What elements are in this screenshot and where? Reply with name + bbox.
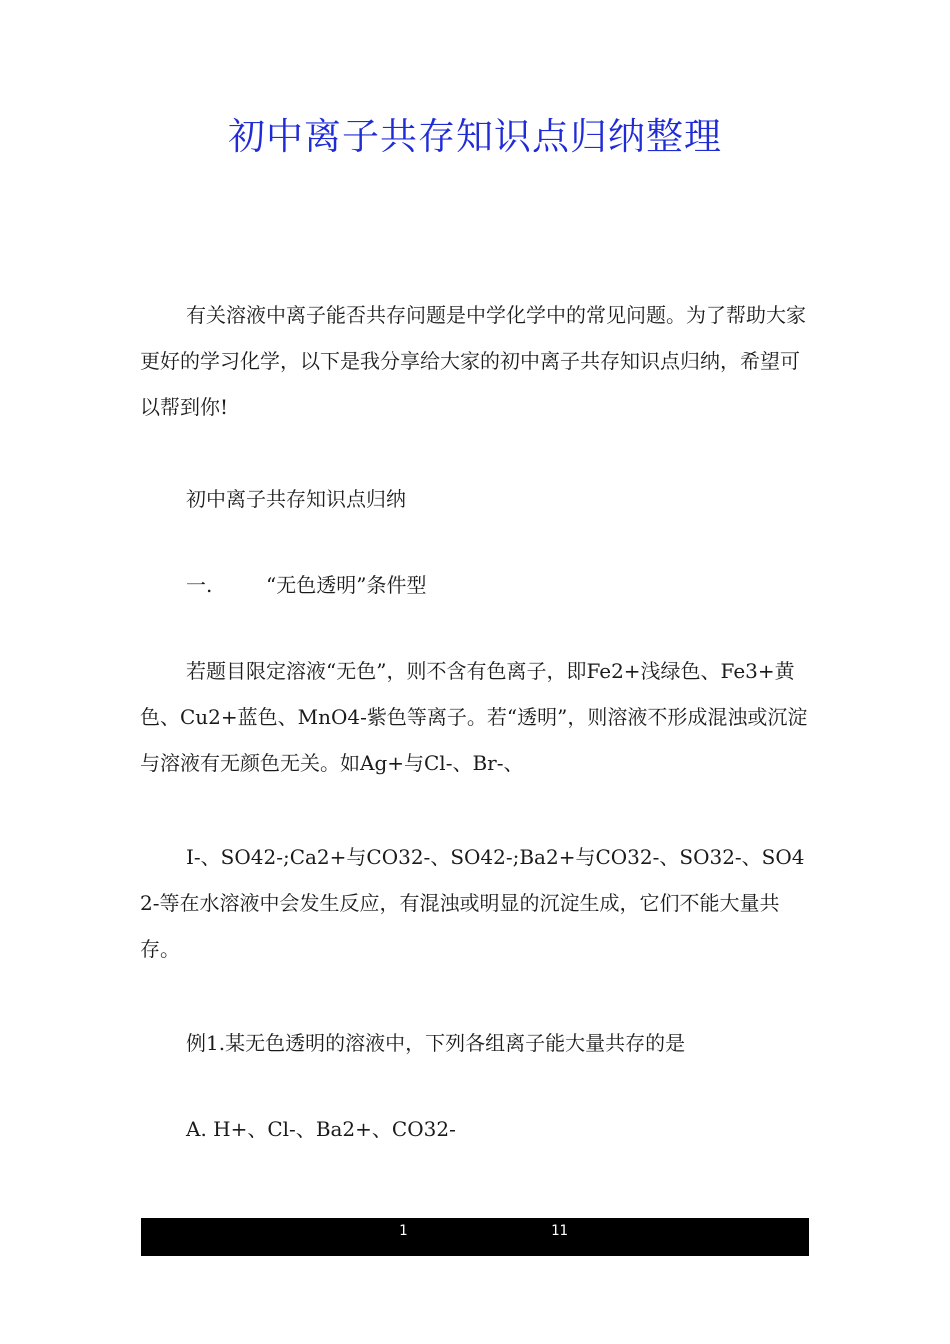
intro-paragraph: 有关溶液中离子能否共存问题是中学化学中的常见问题。为了帮助大家更好的学习化学，以下是我分享给大家的初中离子共存知识点归纳，希望可以帮到你! [140, 303, 806, 419]
section-number: 一. [186, 573, 213, 597]
option-a: A. H+、Cl-、Ba2+、CO32- [186, 1117, 456, 1141]
page-footer [141, 1218, 809, 1256]
total-pages: 11 [551, 1223, 568, 1239]
section-heading [140, 562, 858, 608]
page-number: 1 [399, 1223, 408, 1239]
document-title: 初中离子共存知识点归纳整理 [228, 115, 722, 158]
section-subtitle: 初中离子共存知识点归纳 [186, 487, 406, 511]
section-heading-text: “无色透明”条件型 [266, 573, 427, 597]
example-question: 例1.某无色透明的溶液中，下列各组离子能大量共存的是 [186, 1031, 686, 1055]
body-paragraph-1: 若题目限定溶液“无色”，则不含有色离子，即Fe2+浅绿色、Fe3+黄色、Cu2+蓝色、MnO4-紫色等离子。若“透明”，则溶液不形成混浊或沉淀与溶液有无颜色无关。如Ag+与Cl-、Br-、 [140, 659, 808, 775]
body-paragraph-2: I-、SO42-;Ca2+与CO32-、SO42-;Ba2+与CO32-、SO32-、SO42-等在水溶液中会发生反应，有混浊或明显的沉淀生成，它们不能大量共存。 [140, 845, 805, 961]
